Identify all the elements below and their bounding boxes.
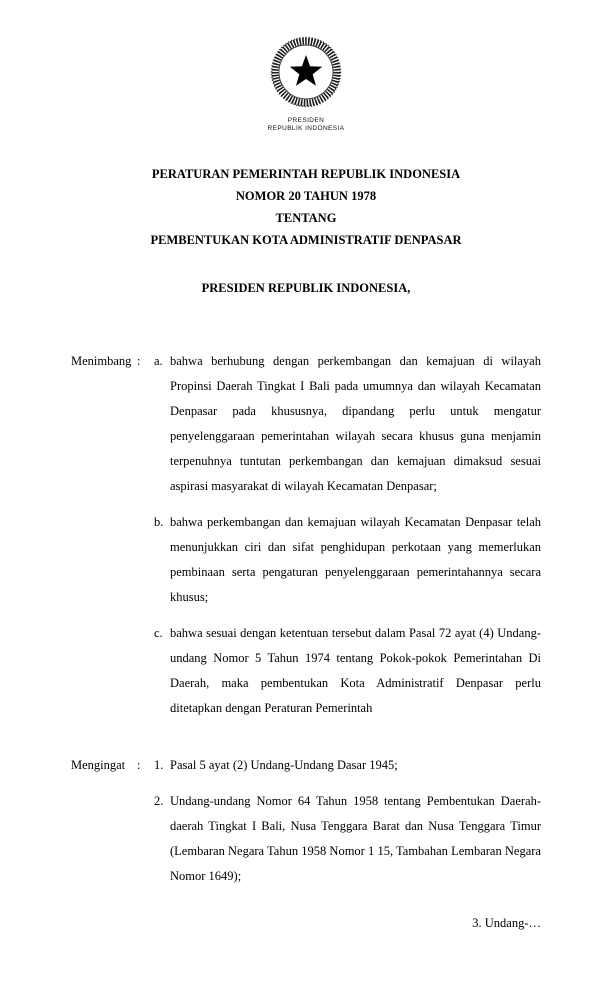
considering-section <box>71 349 541 721</box>
regulation-title: PERATURAN PEMERINTAH REPUBLIK INDONESIA <box>151 167 461 181</box>
item-text: bahwa sesuai dengan ketentuan tersebut dalam Pasal 72 ayat (4) Undang-undang Nomor 5 Tahun 1974 tentang Pokok-pokok Pemerintahan Di Daerah, maka pembentukan Kota Administratif Denpasar perlu ditetapkan dengan Peraturan Pemerintah <box>170 626 541 715</box>
recalling-section <box>71 753 541 889</box>
item-marker: a. <box>154 354 163 368</box>
recalling-item-1 <box>154 753 541 778</box>
item-marker: c. <box>154 626 163 640</box>
considering-items <box>154 349 541 721</box>
title-block <box>0 163 612 251</box>
item-marker: 1. <box>154 758 164 772</box>
considering-item-b <box>154 510 541 610</box>
issuer-heading: PRESIDEN REPUBLIK INDONESIA, <box>201 281 411 295</box>
letterhead-caption <box>0 117 612 133</box>
letterhead <box>0 0 612 133</box>
recalling-item-2 <box>154 789 541 889</box>
considering-separator: : <box>137 354 141 368</box>
recalling-items <box>154 753 541 889</box>
letterhead-caption-line2: REPUBLIK INDONESIA <box>267 125 345 132</box>
recalling-separator: : <box>137 758 141 772</box>
national-emblem-icon <box>262 34 350 110</box>
item-text: bahwa perkembangan dan kemajuan wilayah Kecamatan Denpasar telah menunjukkan ciri dan sifat penghidupan perkotaan yang memerlukan pembinaan serta pengaturan penyelenggaraan pemerintahannya secara khusus; <box>170 515 541 604</box>
document-body <box>0 349 612 889</box>
regulation-about-word: TENTANG <box>275 211 337 225</box>
regulation-subject: PEMBENTUKAN KOTA ADMINISTRATIF DENPASAR <box>150 233 462 247</box>
page-catchword: 3. Undang-… <box>472 916 541 930</box>
item-text: Undang-undang Nomor 64 Tahun 1958 tentang Pembentukan Daerah-daerah Tingkat I Bali, Nusa Tenggara Barat dan Nusa Tenggara Timur (Lembaran Negara Tahun 1958 Nomor 1 15, Tambahan Lembaran Negara Nomor 1649); <box>170 794 541 883</box>
letterhead-caption-line1: PRESIDEN <box>287 117 325 124</box>
item-marker: 2. <box>154 794 164 808</box>
considering-item-a <box>154 349 541 499</box>
item-text: Pasal 5 ayat (2) Undang-Undang Dasar 1945; <box>170 758 398 772</box>
item-text: bahwa berhubung dengan perkembangan dan kemajuan di wilayah Propinsi Daerah Tingkat I Bali pada umumnya dan wilayah Kecamatan Denpasar pada khususnya, dipandang perlu untuk mengatur penyelenggaraan pemerintahan wilayah secara khusus guna menjamin terpenuhnya tuntutan perkembangan dan kemajuan dimaksud sesuai aspirasi masyarakat di wilayah Kecamatan Denpasar; <box>170 354 541 493</box>
considering-label: Menimbang <box>71 354 132 368</box>
item-marker: b. <box>154 515 164 529</box>
recalling-label: Mengingat <box>71 758 126 772</box>
regulation-number: NOMOR 20 TAHUN 1978 <box>235 189 377 203</box>
considering-item-c <box>154 621 541 721</box>
